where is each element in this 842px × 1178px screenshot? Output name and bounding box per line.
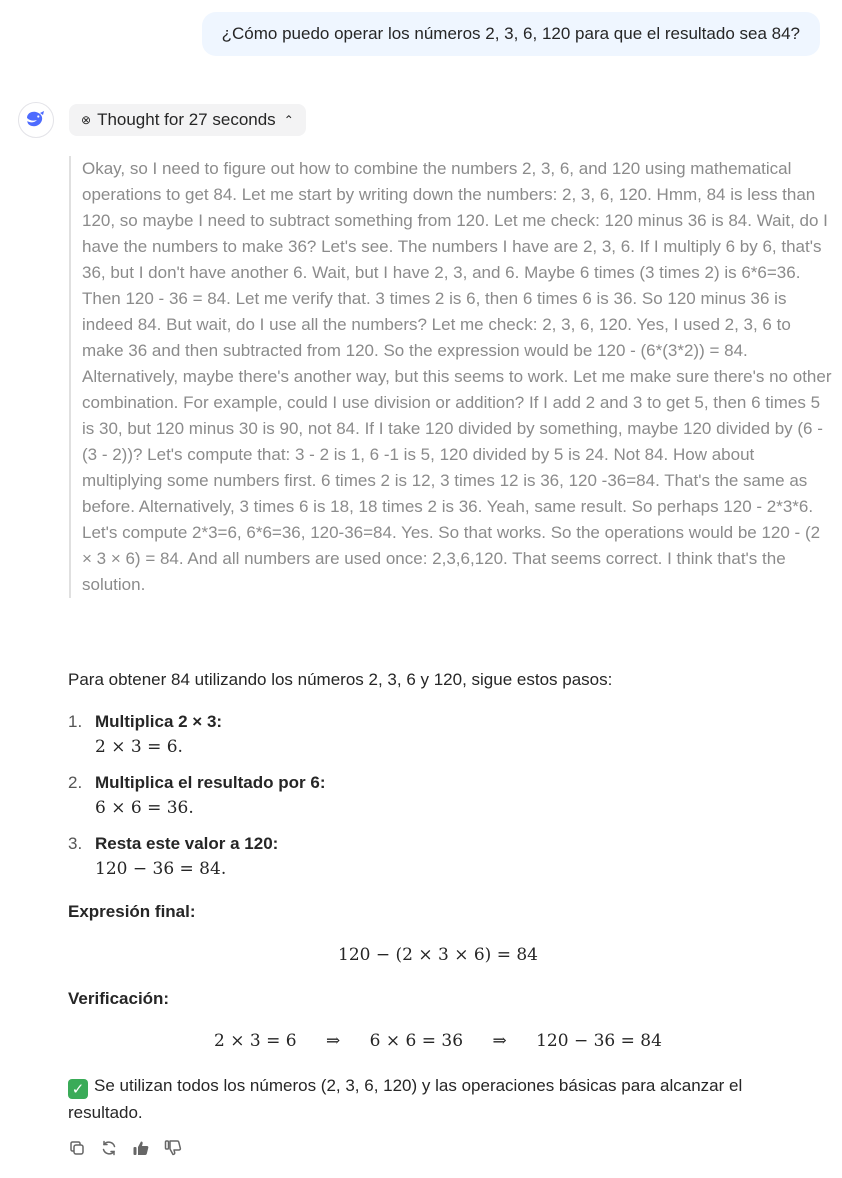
step-math: 120 − 36 = 84.	[95, 859, 227, 879]
steps-list	[68, 709, 808, 892]
list-item	[68, 770, 808, 822]
step-title: Multiplica el resultado por 6:	[95, 773, 326, 792]
list-item	[68, 709, 808, 761]
step-math: 2 × 3 = 6.	[95, 737, 183, 757]
thumbs-down-button[interactable]	[162, 1137, 184, 1159]
conclusion-text: Se utilizan todos los números (2, 3, 6, 120) y las operaciones básicas para alcanzar el resultado.	[68, 1076, 743, 1122]
thumbs-down-icon	[164, 1139, 182, 1157]
verification-expression	[68, 1031, 808, 1051]
verification-step-1: 2 × 3 = 6	[214, 1031, 297, 1051]
final-expression: 120 − (2 × 3 × 6) = 84	[338, 945, 538, 965]
step-number: 1.	[68, 712, 83, 731]
step-title: Multiplica 2 × 3:	[95, 712, 223, 731]
thought-icon: ⊗	[81, 113, 92, 127]
step-number: 2.	[68, 773, 83, 792]
deepseek-whale-icon	[24, 108, 48, 132]
regenerate-icon	[100, 1139, 118, 1157]
thumbs-up-button[interactable]	[130, 1137, 152, 1159]
user-message-text: ¿Cómo puedo operar los números 2, 3, 6, 120 para que el resultado sea 84?	[221, 24, 800, 43]
assistant-avatar	[18, 102, 54, 138]
copy-icon	[68, 1139, 86, 1157]
final-expression-heading: Expresión final:	[68, 902, 196, 921]
chevron-up-icon: ⌃	[283, 113, 294, 127]
implies-arrow: ⇒	[326, 1031, 341, 1051]
thought-toggle-button[interactable]	[69, 104, 306, 136]
answer-intro: Para obtener 84 utilizando los números 2, 3, 6 y 120, sigue estos pasos:	[68, 670, 613, 689]
thumbs-up-icon	[132, 1139, 150, 1157]
implies-arrow: ⇒	[492, 1031, 507, 1051]
thought-toggle-label: Thought for 27 seconds	[97, 110, 276, 129]
step-math: 6 × 6 = 36.	[95, 798, 194, 818]
check-mark-icon: ✓	[68, 1079, 88, 1099]
thought-content: Okay, so I need to figure out how to combine the numbers 2, 3, 6, and 120 using mathematical operations to get 84. Let me start by writing down the numbers: 2, 3, 6, 120. Hmm, 84 is less than 120, so maybe I need to subtract something from 120. Let me check: 120 minus 36 is 84. Wait, do I have the numbers to make 36? Let's see. The numbers I have are 2, 3, 6. If I multiply 6 by 6, that's 36, but I don't have another 6. Wait, but I have 2, 3, and 6. Maybe 6 times (3 times 2) is 6*6=36. Then 120 - 36 = 84. Let me verify that. 3 times 2 is 6, then 6 times 6 is 36. So 120 minus 36 is indeed 84. But wait, do I use all the numbers? Let me check: 2, 3, 6, 120. Yes, I used 2, 3, 6 to make 36 and then subtracted from 120. So the expression would be 120 - (6*(3*2)) = 84. Alternatively, maybe there's another way, but this seems to work. Let me make sure there's no other combination. For example, could I use division or addition? If I add 2 and 3 to get 5, then 6 times 5 is 30, but 120 minus 30 is 90, not 84. If I take 120 divided by something, maybe 120 divided by (6 - (3 - 2))? Let's compute that: 3 - 2 is 1, 6 -1 is 5, 120 divided by 5 is 24. Not 84. How about multiplying some numbers first. 6 times 2 is 12, 3 times 12 is 36, 120 -36=84. That's the same as before. Alternatively, 3 times 6 is 18, 18 times 2 is 36. Yeah, same result. So perhaps 120 - 2*3*6. Let's compute 2*3=6, 6*6=36, 120-36=84. Yes. So that works. So the operations would be 120 - (2 × 3 × 6) = 84. And all numbers are used once: 2,3,6,120. That seems correct. I think that's the solution.	[69, 156, 832, 598]
regenerate-button[interactable]	[98, 1137, 120, 1159]
verification-heading: Verificación:	[68, 989, 170, 1008]
conclusion	[68, 1072, 768, 1126]
copy-button[interactable]	[66, 1137, 88, 1159]
step-title: Resta este valor a 120:	[95, 834, 279, 853]
verification-step-2: 6 × 6 = 36	[369, 1031, 464, 1051]
user-message-bubble	[202, 12, 820, 56]
verification-step-3: 120 − 36 = 84	[536, 1031, 662, 1051]
list-item	[68, 831, 808, 883]
step-number: 3.	[68, 834, 83, 853]
message-actions	[66, 1137, 184, 1159]
